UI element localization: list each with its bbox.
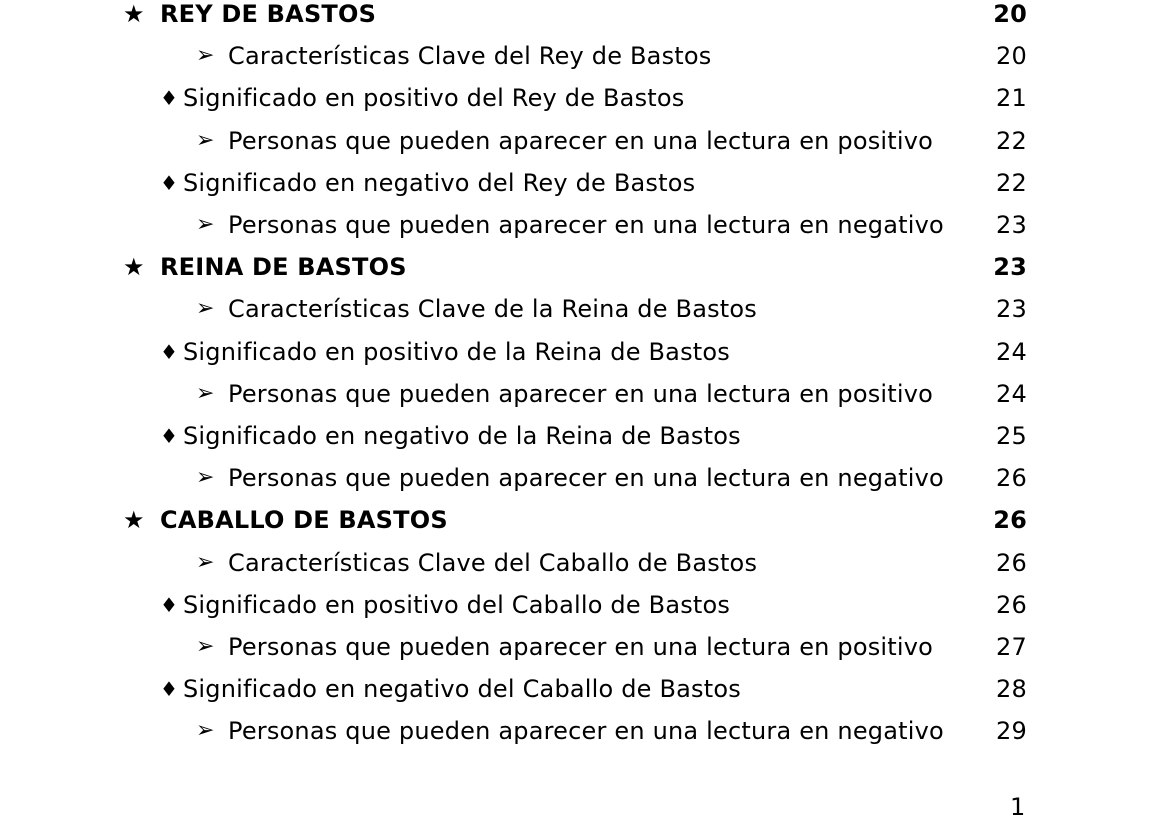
toc-entry-page-number: 23 (993, 253, 1027, 282)
toc-entry-page-number: 20 (996, 42, 1027, 71)
toc-entry-title: Personas que pueden aparecer en una lectura en negativo (228, 211, 944, 239)
arrowhead-icon: ➢ (196, 465, 215, 491)
toc-entry-page-number: 22 (996, 168, 1027, 197)
arrowhead-icon: ➢ (196, 634, 215, 659)
arrowhead-icon: ➢ (196, 296, 215, 322)
arrowhead-icon: ➢ (196, 380, 215, 406)
toc-entry[interactable] (0, 588, 1159, 622)
diamond-icon: ♦ (160, 339, 179, 364)
arrowhead-icon: ➢ (196, 127, 215, 153)
toc-entry-title: Significado en negativo del Rey de Bastos (183, 168, 696, 197)
toc-entry[interactable] (0, 714, 1159, 748)
toc-entry-title: Significado en positivo del Caballo de Bastos (183, 590, 731, 619)
toc-entry[interactable] (0, 630, 1159, 664)
toc-entry-title: CABALLO DE BASTOS (160, 506, 448, 535)
toc-entry-title: Significado en positivo del Rey de Bastos (183, 84, 685, 113)
toc-entry[interactable] (0, 292, 1159, 326)
toc-entry-title: Características Clave del Rey de Bastos (228, 42, 712, 71)
toc-entry-page-number: 21 (996, 84, 1027, 113)
toc-entry-title: Significado en negativo del Caballo de Bastos (183, 675, 741, 704)
toc-entry[interactable] (0, 335, 1159, 369)
star-icon: ★ (123, 0, 145, 28)
toc-entry[interactable] (0, 81, 1159, 115)
toc-entry-page-number: 26 (996, 464, 1027, 493)
toc-entry-page-number: 26 (993, 506, 1027, 535)
toc-entry-title: Personas que pueden aparecer en una lectura en positivo (228, 379, 934, 408)
arrowhead-icon: ➢ (196, 718, 215, 744)
toc-entry[interactable] (0, 124, 1159, 158)
toc-entry-page-number: 24 (996, 379, 1027, 408)
toc-entry-title: Características Clave de la Reina de Bastos (228, 295, 758, 324)
diamond-icon: ♦ (160, 86, 179, 111)
toc-entry-page-number: 25 (996, 422, 1027, 450)
toc-entry[interactable] (0, 0, 1159, 31)
toc-entry-page-number: 24 (996, 337, 1027, 366)
toc-entry[interactable] (0, 250, 1159, 284)
toc-entry-title: Significado en positivo de la Reina de Bastos (183, 337, 730, 366)
arrowhead-icon: ➢ (196, 43, 215, 69)
toc-entry[interactable] (0, 461, 1159, 495)
toc-entry[interactable] (0, 672, 1159, 706)
toc-entry-page-number: 23 (996, 295, 1027, 324)
star-icon: ★ (123, 506, 145, 535)
arrowhead-icon: ➢ (196, 549, 215, 575)
arrowhead-icon: ➢ (196, 212, 215, 237)
toc-entry[interactable] (0, 208, 1159, 242)
toc-entry-title: Personas que pueden aparecer en una lectura en negativo (228, 464, 944, 493)
toc-entry[interactable] (0, 39, 1159, 73)
diamond-icon: ♦ (160, 170, 179, 195)
toc-entry-title: Personas que pueden aparecer en una lectura en negativo (228, 717, 944, 746)
toc-entry[interactable] (0, 546, 1159, 580)
toc-entry-title: REINA DE BASTOS (160, 253, 407, 282)
toc-entry-title: Significado en negativo de la Reina de Bastos (183, 422, 741, 450)
toc-entry-title: REY DE BASTOS (160, 0, 377, 28)
star-icon: ★ (123, 253, 145, 282)
toc-entry-page-number: 20 (993, 0, 1027, 28)
toc-entry-page-number: 23 (996, 211, 1027, 239)
diamond-icon: ♦ (160, 677, 179, 702)
toc-entry-page-number: 22 (996, 126, 1027, 155)
toc-entry[interactable] (0, 503, 1159, 537)
toc-entry[interactable] (0, 377, 1159, 411)
toc-entry-page-number: 29 (996, 717, 1027, 746)
diamond-icon: ♦ (160, 424, 179, 448)
toc-entry-page-number: 26 (996, 590, 1027, 619)
toc-entry-page-number: 27 (996, 633, 1027, 661)
toc-entry[interactable] (0, 419, 1159, 453)
diamond-icon: ♦ (160, 592, 179, 617)
toc-entry-page-number: 26 (996, 548, 1027, 577)
footer-page-number: 1 (1010, 793, 1026, 821)
toc-entry[interactable] (0, 166, 1159, 200)
toc-entry-title: Personas que pueden aparecer en una lectura en positivo (228, 126, 934, 155)
toc-entry-title: Características Clave del Caballo de Bastos (228, 548, 758, 577)
toc-entry-title: Personas que pueden aparecer en una lectura en positivo (228, 633, 934, 661)
toc-entry-page-number: 28 (996, 675, 1027, 704)
